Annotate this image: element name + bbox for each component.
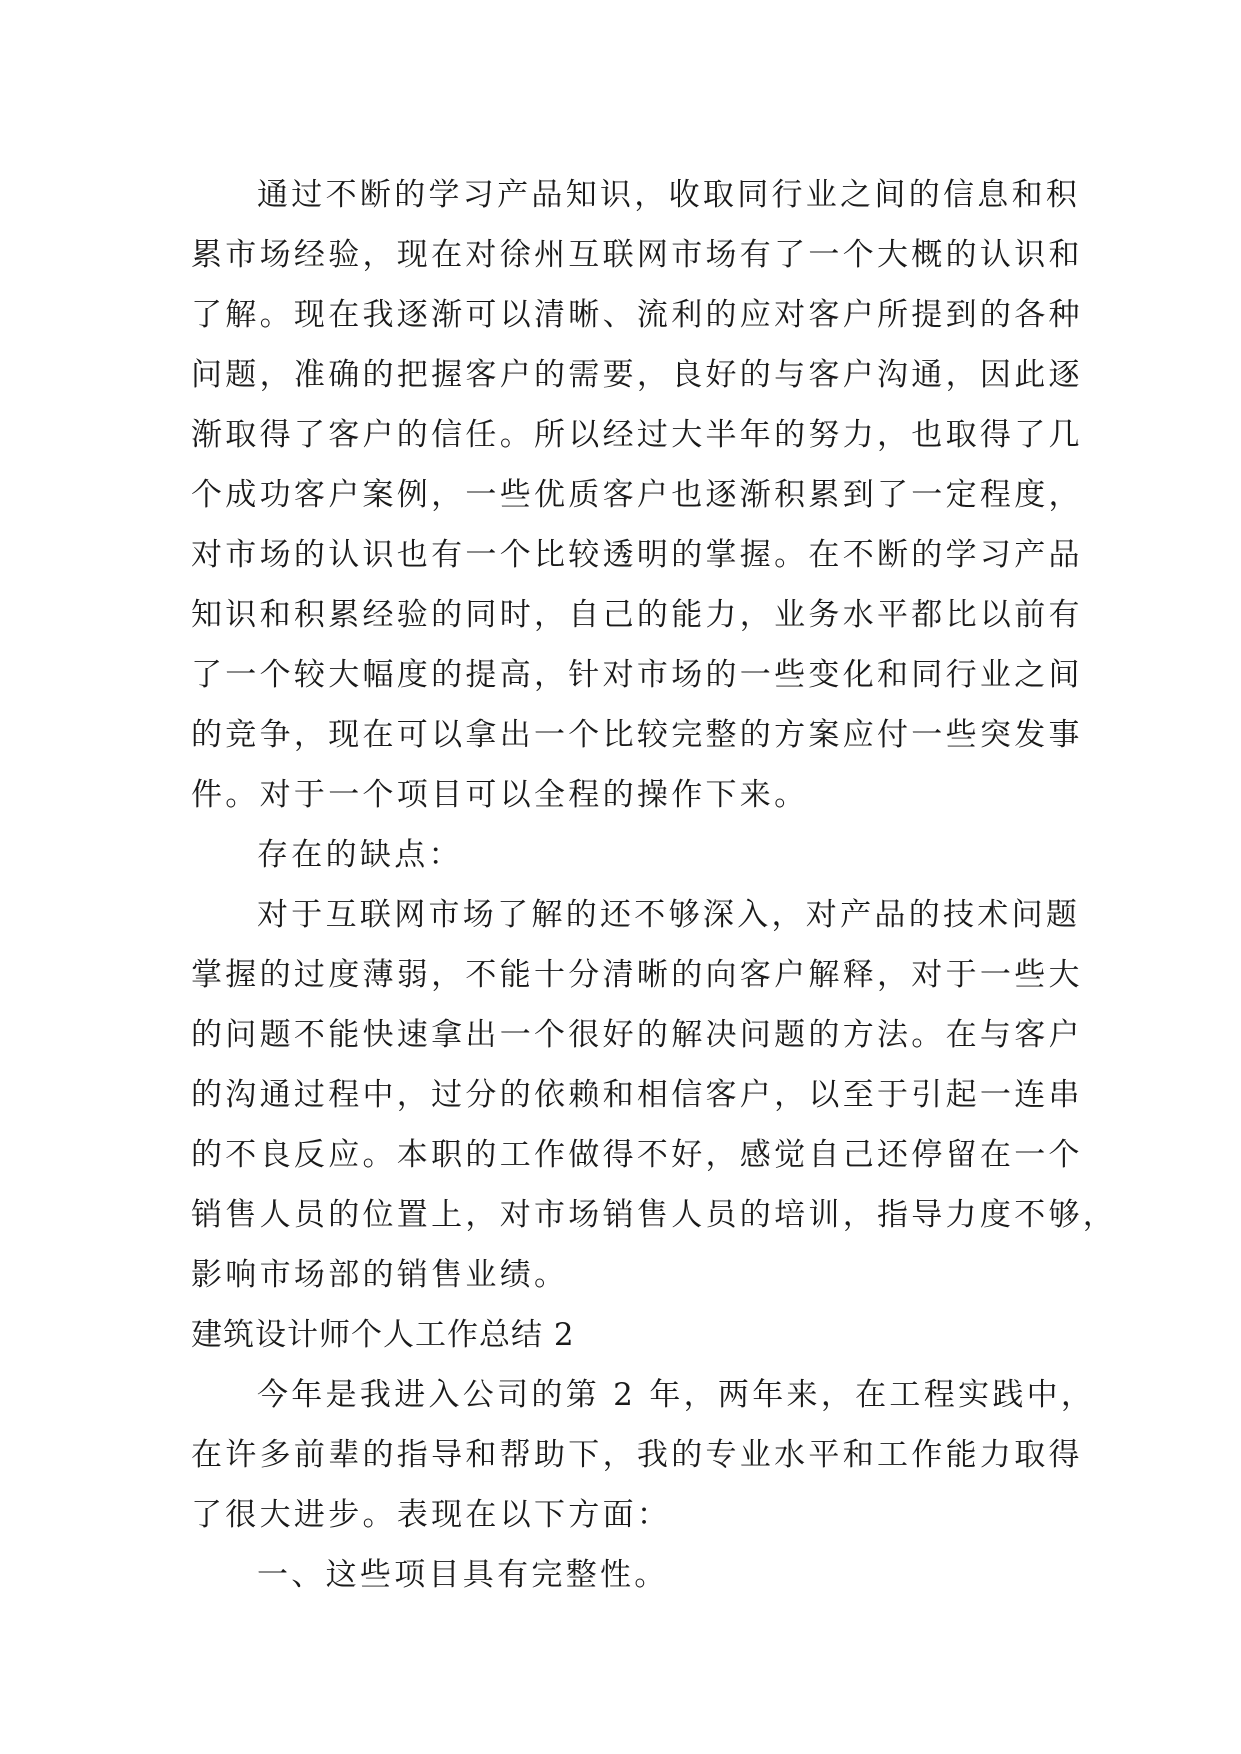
paragraph-line: 今年是我进入公司的第 2 年，两年来，在工程实践中， <box>257 1377 1096 1413</box>
paragraph-line: 对于互联网市场了解的还不够深入，对产品的技术问题 <box>257 897 1081 933</box>
paragraph-line: 个成功客户案例，一些优质客户也逐渐积累到了一定程度， <box>191 477 1083 513</box>
paragraph-line: 知识和积累经验的同时，自己的能力，业务水平都比以前有 <box>191 597 1083 633</box>
paragraph-line: 的竞争，现在可以拿出一个比较完整的方案应付一些突发事 <box>191 717 1083 753</box>
paragraph-line: 影响市场部的销售业绩。 <box>191 1257 569 1293</box>
section-heading: 建筑设计师个人工作总结 2 <box>191 1317 575 1353</box>
paragraph-line: 在许多前辈的指导和帮助下，我的专业水平和工作能力取得 <box>191 1437 1083 1473</box>
list-item: 一、这些项目具有完整性。 <box>257 1557 669 1593</box>
paragraph-line: 销售人员的位置上，对市场销售人员的培训，指导力度不够， <box>191 1197 1118 1233</box>
paragraph-line: 渐取得了客户的信任。所以经过大半年的努力，也取得了几 <box>191 417 1083 453</box>
paragraph-line: 掌握的过度薄弱，不能十分清晰的向客户解释，对于一些大 <box>191 957 1083 993</box>
paragraph-line: 件。对于一个项目可以全程的操作下来。 <box>191 777 809 813</box>
paragraph-line: 累市场经验，现在对徐州互联网市场有了一个大概的认识和 <box>191 237 1083 273</box>
paragraph-line: 了一个较大幅度的提高，针对市场的一些变化和同行业之间 <box>191 657 1083 693</box>
paragraph-line: 的沟通过程中，过分的依赖和相信客户，以至于引起一连串 <box>191 1077 1083 1113</box>
section-label: 存在的缺点： <box>257 837 463 873</box>
paragraph-line: 问题，准确的把握客户的需要，良好的与客户沟通，因此逐 <box>191 357 1083 393</box>
paragraph-line: 了很大进步。表现在以下方面： <box>191 1497 672 1533</box>
paragraph-line: 通过不断的学习产品知识，收取同行业之间的信息和积 <box>257 177 1081 213</box>
paragraph-line: 对市场的认识也有一个比较透明的掌握。在不断的学习产品 <box>191 537 1083 573</box>
paragraph-line: 的不良反应。本职的工作做得不好，感觉自己还停留在一个 <box>191 1137 1083 1173</box>
paragraph-line: 了解。现在我逐渐可以清晰、流利的应对客户所提到的各种 <box>191 297 1083 333</box>
document-body <box>191 165 1118 1605</box>
paragraph-line: 的问题不能快速拿出一个很好的解决问题的方法。在与客户 <box>191 1017 1083 1053</box>
